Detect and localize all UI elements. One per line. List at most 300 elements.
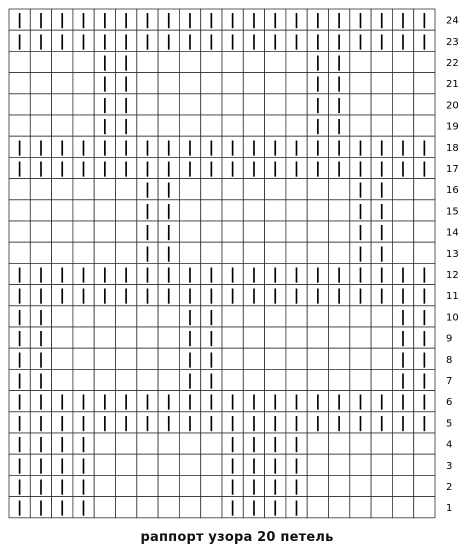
stitch-symbol: | (144, 137, 151, 156)
chart-cell (158, 115, 179, 136)
stitch-symbol: | (400, 159, 406, 177)
chart-cell (371, 306, 392, 327)
chart-cell (243, 221, 264, 242)
stitch-symbol: | (379, 137, 385, 156)
stitch-symbol: | (272, 413, 278, 432)
chart-cell (243, 348, 264, 369)
chart-cell (94, 306, 115, 327)
chart-cell (137, 497, 158, 518)
stitch-symbol: | (293, 265, 300, 283)
stitch-symbol: | (16, 10, 23, 29)
stitch-symbol: | (144, 10, 151, 29)
stitch-symbol: | (80, 392, 87, 411)
stitch-symbol: | (421, 159, 428, 177)
stitch-symbol: | (251, 413, 257, 432)
stitch-symbol: | (102, 53, 108, 71)
chart-cell (116, 221, 137, 242)
chart-cell (414, 200, 435, 221)
chart-cell (392, 94, 413, 115)
chart-cell (9, 51, 30, 72)
chart-cell (392, 115, 413, 136)
chart-cell (329, 454, 350, 475)
stitch-symbol: | (208, 159, 215, 177)
stitch-symbol: | (315, 10, 321, 29)
row-label: 2 (446, 482, 453, 493)
stitch-symbol: | (166, 137, 172, 156)
chart-cell (329, 306, 350, 327)
chart-cell (265, 306, 286, 327)
stitch-symbol: | (229, 286, 236, 305)
chart-cell (137, 369, 158, 390)
stitch-symbol: | (187, 31, 193, 50)
chart-cell (392, 200, 413, 221)
chart-cell (137, 51, 158, 72)
stitch-symbol: | (38, 413, 44, 432)
chart-cell (414, 179, 435, 200)
chart-cell (329, 433, 350, 454)
chart-cell (179, 221, 200, 242)
stitch-symbol: | (379, 10, 385, 29)
chart-cell (73, 179, 94, 200)
stitch-symbol: | (379, 392, 385, 411)
chart-cell (94, 200, 115, 221)
stitch-symbol: | (16, 413, 23, 432)
chart-cell (201, 242, 222, 263)
chart-cell (52, 369, 73, 390)
stitch-symbol: | (315, 159, 321, 177)
stitch-symbol: | (315, 413, 321, 432)
stitch-symbol: | (400, 10, 406, 29)
chart-cell (30, 179, 51, 200)
chart-cell (350, 73, 371, 94)
chart-cell (392, 73, 413, 94)
stitch-symbol: | (421, 31, 428, 50)
chart-cell (52, 200, 73, 221)
stitch-symbol: | (229, 10, 236, 29)
stitch-symbol: | (59, 10, 65, 29)
chart-cell (222, 73, 243, 94)
row-label: 6 (446, 397, 453, 409)
chart-cell (179, 497, 200, 518)
stitch-symbol: | (208, 328, 215, 347)
stitch-symbol: | (379, 243, 385, 262)
chart-cell (158, 369, 179, 390)
row-label: 8 (446, 354, 453, 366)
stitch-symbol: | (16, 434, 23, 453)
chart-cell (307, 179, 328, 200)
chart-cell (265, 51, 286, 72)
chart-cell (350, 94, 371, 115)
chart-cell (137, 94, 158, 115)
chart-cell (94, 454, 115, 475)
stitch-symbol: | (421, 349, 428, 368)
stitch-symbol: | (187, 371, 193, 389)
chart-cell (94, 433, 115, 454)
chart-cell (179, 454, 200, 475)
chart-cell (307, 475, 328, 496)
stitch-symbol: | (102, 159, 108, 177)
chart-cell (116, 200, 137, 221)
stitch-symbol: | (229, 137, 236, 156)
stitch-symbol: | (80, 286, 87, 305)
stitch-symbol: | (400, 307, 406, 326)
stitch-symbol: | (166, 413, 172, 432)
row-label: 4 (446, 439, 453, 451)
stitch-symbol: | (59, 392, 65, 411)
stitch-symbol: | (123, 116, 129, 135)
stitch-symbol: | (144, 180, 151, 199)
stitch-symbol: | (357, 222, 364, 241)
chart-cell (371, 369, 392, 390)
chart-cell (201, 221, 222, 242)
stitch-symbol: | (187, 10, 193, 29)
stitch-symbol: | (400, 392, 406, 411)
stitch-symbol: | (16, 349, 23, 368)
chart-cell (329, 348, 350, 369)
chart-cell (371, 327, 392, 348)
stitch-symbol: | (357, 137, 364, 156)
stitch-symbol: | (315, 116, 321, 135)
stitch-symbol: | (251, 10, 257, 29)
chart-cell (392, 433, 413, 454)
stitch-symbol: | (123, 137, 129, 156)
chart-cell (265, 179, 286, 200)
row-label: 18 (446, 142, 459, 154)
stitch-symbol: | (229, 392, 236, 411)
row-label: 17 (446, 164, 459, 175)
stitch-symbol: | (251, 31, 257, 50)
stitch-symbol: | (357, 392, 364, 411)
chart-cell (286, 221, 307, 242)
stitch-symbol: | (272, 10, 278, 29)
chart-cell (94, 475, 115, 496)
stitch-symbol: | (59, 455, 65, 474)
chart-cell (73, 306, 94, 327)
stitch-symbol: | (357, 31, 364, 50)
chart-cell (392, 242, 413, 263)
chart-cell (286, 306, 307, 327)
chart-cell (286, 200, 307, 221)
row-label: 3 (446, 460, 453, 472)
chart-cell (94, 497, 115, 518)
chart-cell (137, 306, 158, 327)
stitch-symbol: | (293, 477, 300, 495)
chart-cell (307, 497, 328, 518)
stitch-symbol: | (315, 95, 321, 114)
chart-cell (265, 221, 286, 242)
stitch-symbol: | (400, 31, 406, 50)
chart-cell (137, 454, 158, 475)
chart-cell (307, 242, 328, 263)
stitch-symbol: | (379, 159, 385, 177)
stitch-symbol: | (38, 477, 44, 495)
chart-cell (158, 306, 179, 327)
stitch-symbol: | (38, 307, 44, 326)
chart-cell (222, 221, 243, 242)
chart-cell (201, 200, 222, 221)
chart-cell (52, 221, 73, 242)
stitch-symbol: | (208, 10, 215, 29)
stitch-symbol: | (293, 413, 300, 432)
stitch-symbol: | (315, 137, 321, 156)
stitch-symbol: | (187, 159, 193, 177)
chart-cell (30, 221, 51, 242)
chart-cell (116, 348, 137, 369)
stitch-symbol: | (144, 413, 151, 432)
chart-cell (307, 306, 328, 327)
stitch-symbol: | (293, 392, 300, 411)
stitch-symbol: | (123, 31, 129, 50)
stitch-symbol: | (80, 413, 87, 432)
stitch-symbol: | (421, 137, 428, 156)
chart-cell (350, 475, 371, 496)
stitch-symbol: | (187, 265, 193, 283)
chart-cell (243, 94, 264, 115)
stitch-symbol: | (251, 137, 257, 156)
chart-cell (350, 454, 371, 475)
chart-cell (222, 369, 243, 390)
chart-cell (9, 94, 30, 115)
chart-cell (265, 242, 286, 263)
stitch-symbol: | (144, 222, 151, 241)
chart-cell (137, 73, 158, 94)
stitch-symbol: | (208, 286, 215, 305)
stitch-symbol: | (379, 265, 385, 283)
chart-grid (9, 9, 435, 518)
stitch-symbol: | (208, 307, 215, 326)
chart-cell (307, 221, 328, 242)
stitch-symbol: | (187, 349, 193, 368)
stitch-symbol: | (251, 159, 257, 177)
stitch-symbol: | (272, 434, 278, 453)
chart-cell (158, 475, 179, 496)
stitch-symbol: | (400, 413, 406, 432)
stitch-symbol: | (59, 159, 65, 177)
chart-cell (94, 242, 115, 263)
chart-cell (392, 179, 413, 200)
stitch-symbol: | (166, 201, 172, 220)
row-labels (446, 16, 459, 515)
stitch-symbol: | (400, 328, 406, 347)
chart-cell (222, 179, 243, 200)
chart-cell (116, 433, 137, 454)
stitch-symbol: | (293, 455, 300, 474)
chart-cell (222, 306, 243, 327)
chart-cell (371, 454, 392, 475)
chart-cell (137, 348, 158, 369)
chart-cell (243, 73, 264, 94)
chart-cell (73, 73, 94, 94)
chart-cell (116, 179, 137, 200)
chart-cell (414, 475, 435, 496)
chart-cell (329, 242, 350, 263)
stitch-symbol: | (272, 265, 278, 283)
stitch-symbol: | (123, 413, 129, 432)
stitch-symbol: | (38, 392, 44, 411)
stitch-symbol: | (336, 392, 342, 411)
stitch-symbol: | (187, 307, 193, 326)
chart-cell (414, 497, 435, 518)
chart-cell (265, 200, 286, 221)
stitch-symbol: | (315, 74, 321, 93)
stitch-symbol: | (208, 371, 215, 389)
stitch-symbol: | (208, 392, 215, 411)
stitch-symbol: | (379, 222, 385, 241)
chart-cell (30, 51, 51, 72)
stitch-symbol: | (336, 74, 342, 93)
chart-cell (73, 327, 94, 348)
chart-cell (392, 497, 413, 518)
chart-cell (52, 242, 73, 263)
row-label: 5 (446, 418, 453, 430)
chart-cell (286, 327, 307, 348)
chart-cell (73, 348, 94, 369)
chart-cell (286, 348, 307, 369)
stitch-symbol: | (123, 74, 129, 93)
chart-cell (414, 51, 435, 72)
stitch-symbol: | (38, 349, 44, 368)
stitch-symbol: | (272, 455, 278, 474)
chart-cell (392, 475, 413, 496)
chart-cell (30, 115, 51, 136)
chart-cell (350, 327, 371, 348)
stitch-symbol: | (336, 10, 342, 29)
stitch-symbol: | (357, 180, 364, 199)
stitch-symbol: | (208, 413, 215, 432)
stitch-symbol: | (123, 95, 129, 114)
chart-cell (9, 200, 30, 221)
stitch-symbol: | (38, 498, 44, 517)
chart-cell (371, 51, 392, 72)
chart-cell (392, 454, 413, 475)
chart-cell (329, 179, 350, 200)
chart-cell (265, 348, 286, 369)
chart-cell (243, 369, 264, 390)
row-label: 1 (446, 503, 453, 515)
chart-cell (158, 73, 179, 94)
row-label: 14 (446, 227, 459, 239)
stitch-symbol: | (272, 498, 278, 517)
chart-cell (179, 242, 200, 263)
stitch-symbol: | (102, 286, 108, 305)
stitch-symbol: | (166, 265, 172, 283)
row-label: 13 (446, 248, 459, 260)
stitch-symbol: | (166, 243, 172, 262)
chart-cell (350, 115, 371, 136)
stitch-symbol: | (16, 455, 23, 474)
stitch-symbol: | (293, 10, 300, 29)
stitch-symbol: | (144, 243, 151, 262)
stitch-symbol: | (59, 477, 65, 495)
stitch-symbol: | (102, 137, 108, 156)
chart-cell (52, 94, 73, 115)
stitch-symbol: | (400, 286, 406, 305)
chart-cell (179, 179, 200, 200)
stitch-symbol: | (38, 265, 44, 283)
stitch-symbol: | (357, 286, 364, 305)
stitch-symbol: | (166, 159, 172, 177)
stitch-symbol: | (166, 286, 172, 305)
chart-cell (243, 327, 264, 348)
stitch-symbol: | (123, 392, 129, 411)
chart-cell (329, 221, 350, 242)
chart-cell (243, 306, 264, 327)
chart-cell (179, 51, 200, 72)
chart-cell (371, 433, 392, 454)
stitch-symbol: | (293, 286, 300, 305)
stitch-symbol: | (208, 31, 215, 50)
chart-cell (243, 115, 264, 136)
row-label: 24 (446, 15, 459, 27)
stitch-symbol: | (102, 265, 108, 283)
chart-cell (371, 115, 392, 136)
stitch-symbol: | (102, 10, 108, 29)
stitch-symbol: | (123, 53, 129, 71)
stitch-symbol: | (336, 286, 342, 305)
stitch-symbol: | (102, 31, 108, 50)
chart-cell (30, 73, 51, 94)
chart-cell (94, 327, 115, 348)
stitch-symbol: | (38, 455, 44, 474)
chart-cell (243, 200, 264, 221)
stitch-symbol: | (379, 286, 385, 305)
chart-cell (350, 348, 371, 369)
stitch-symbol: | (38, 286, 44, 305)
row-label: 12 (446, 270, 459, 281)
stitch-symbol: | (251, 265, 257, 283)
chart-cell (307, 433, 328, 454)
row-label: 15 (446, 206, 459, 218)
chart-cell (307, 369, 328, 390)
chart-cell (307, 327, 328, 348)
stitch-symbol: | (272, 137, 278, 156)
stitch-symbol: | (59, 265, 65, 283)
chart-cell (371, 73, 392, 94)
stitch-symbol: | (80, 159, 87, 177)
chart-cell (350, 497, 371, 518)
chart-cell (243, 242, 264, 263)
chart-cell (201, 51, 222, 72)
chart-cell (201, 433, 222, 454)
stitch-symbol: | (16, 265, 23, 283)
stitch-symbol: | (357, 159, 364, 177)
stitch-symbol: | (166, 392, 172, 411)
chart-cell (158, 433, 179, 454)
chart-cell (329, 497, 350, 518)
stitch-symbol: | (80, 434, 87, 453)
stitch-symbol: | (251, 498, 257, 517)
chart-cell (243, 51, 264, 72)
stitch-symbol: | (16, 307, 23, 326)
stitch-symbol: | (272, 31, 278, 50)
stitch-symbol: | (293, 159, 300, 177)
stitch-symbol: | (80, 265, 87, 283)
stitch-symbol: | (400, 265, 406, 283)
chart-cell (52, 306, 73, 327)
stitch-symbol: | (272, 286, 278, 305)
stitch-symbol: | (16, 498, 23, 517)
chart-cell (52, 327, 73, 348)
stitch-symbol: | (187, 392, 193, 411)
chart-cell (94, 348, 115, 369)
stitch-symbol: | (421, 371, 428, 389)
stitch-symbol: | (187, 413, 193, 432)
chart-cell (414, 94, 435, 115)
chart-cell (73, 115, 94, 136)
chart-cell (414, 433, 435, 454)
stitch-symbol: | (357, 10, 364, 29)
stitch-symbol: | (229, 477, 236, 495)
